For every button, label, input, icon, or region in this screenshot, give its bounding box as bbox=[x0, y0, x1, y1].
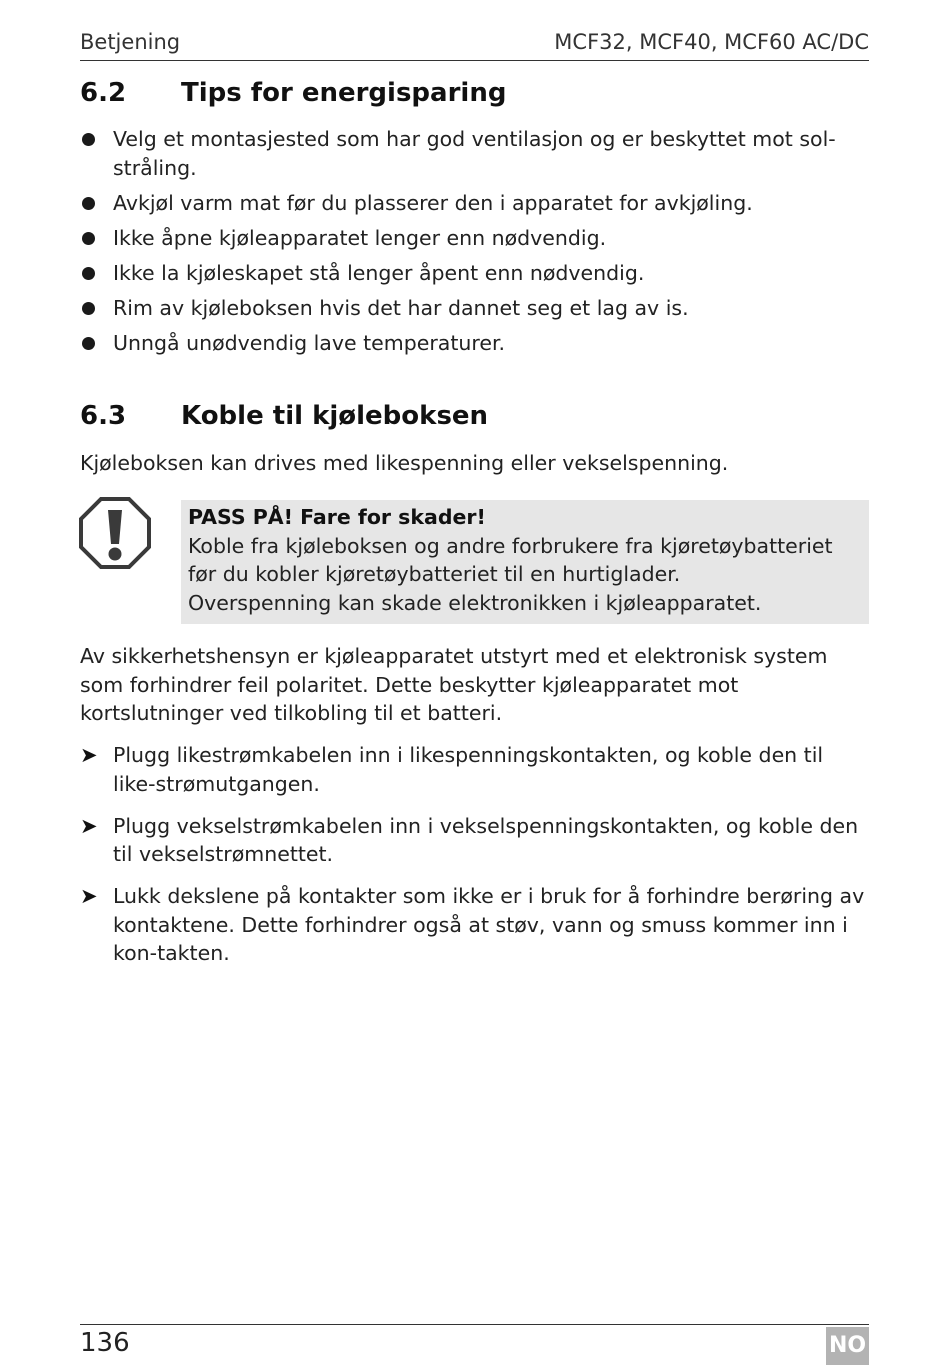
list-item: ➤ Lukk dekslene på kontakter som ikke er i bruk for å forhindre berøring av kontaktene. Dette forhindrer også at støv, vann og smuss kommer inn i kon-takten. bbox=[80, 884, 865, 965]
list-item: Unngå unødvendig lave temperaturer. bbox=[80, 329, 869, 358]
bullet-icon bbox=[82, 337, 95, 350]
section-6-3-number: 6.3 bbox=[80, 401, 127, 431]
page-number: 136 bbox=[80, 1328, 130, 1358]
page-header bbox=[80, 28, 869, 61]
connection-steps-list bbox=[80, 741, 869, 981]
energy-tips-list bbox=[80, 125, 869, 364]
warning-title: PASS PÅ! Fare for skader! bbox=[188, 505, 486, 529]
section-6-2-number: 6.2 bbox=[80, 78, 127, 108]
section-6-3-intro: Kjøleboksen kan drives med likespenning eller vekselspenning. bbox=[80, 451, 729, 475]
bullet-icon bbox=[82, 133, 95, 146]
list-item: Ikke la kjøleskapet stå lenger åpent enn nødvendig. bbox=[80, 259, 869, 288]
list-item: ➤ Plugg vekselstrømkabelen inn i vekselspenningskontakten, og koble den til vekselstrømnettet. bbox=[80, 813, 859, 866]
section-6-2-title: Tips for energisparing bbox=[181, 78, 507, 108]
list-item: Rim av kjøleboksen hvis det har dannet seg et lag av is. bbox=[80, 294, 869, 323]
section-6-3-title: Koble til kjøleboksen bbox=[181, 401, 489, 431]
bullet-icon bbox=[82, 302, 95, 315]
header-section: Betjening bbox=[80, 30, 181, 54]
language-badge: NO bbox=[826, 1327, 869, 1365]
bullet-icon bbox=[82, 197, 95, 210]
warning-text-1: Koble fra kjøleboksen og andre forbrukere fra kjøretøybatteriet før du kobler kjøretøybatteriet til en hurtiglader. bbox=[188, 533, 833, 586]
bullet-icon bbox=[82, 232, 95, 245]
footer-divider bbox=[80, 1324, 869, 1325]
list-item: ➤ Plugg likestrømkabelen inn i likespenningskontakten, og koble den til like-strømutgangen. bbox=[80, 743, 824, 796]
header-models: MCF32, MCF40, MCF60 AC/DC bbox=[554, 30, 869, 54]
list-item: Ikke åpne kjøleapparatet lenger enn nødvendig. bbox=[80, 224, 869, 253]
list-item: Velg et montasjested som har god ventilasjon og er beskyttet mot sol-stråling. bbox=[80, 125, 869, 182]
arrow-right-icon: ➤ bbox=[80, 884, 98, 908]
section-6-3-heading bbox=[80, 401, 488, 431]
warning-box bbox=[181, 500, 869, 624]
list-item: Avkjøl varm mat før du plasserer den i apparatet for avkjøling. bbox=[80, 189, 869, 218]
warning-exclamation-octagon-icon bbox=[79, 497, 151, 569]
arrow-right-icon: ➤ bbox=[80, 743, 98, 767]
section-6-2-heading bbox=[80, 78, 506, 108]
bullet-icon bbox=[82, 267, 95, 280]
arrow-right-icon: ➤ bbox=[80, 813, 98, 838]
polarity-paragraph: Av sikkerhetshensyn er kjøleapparatet utstyrt med et elektronisk system som forhindrer feil polaritet. Dette beskytter kjøleapparatet mot kortslutninger ved tilkobling til et batteri. bbox=[80, 644, 828, 725]
warning-text-2: Overspenning kan skade elektronikken i kjøleapparatet. bbox=[188, 590, 762, 615]
